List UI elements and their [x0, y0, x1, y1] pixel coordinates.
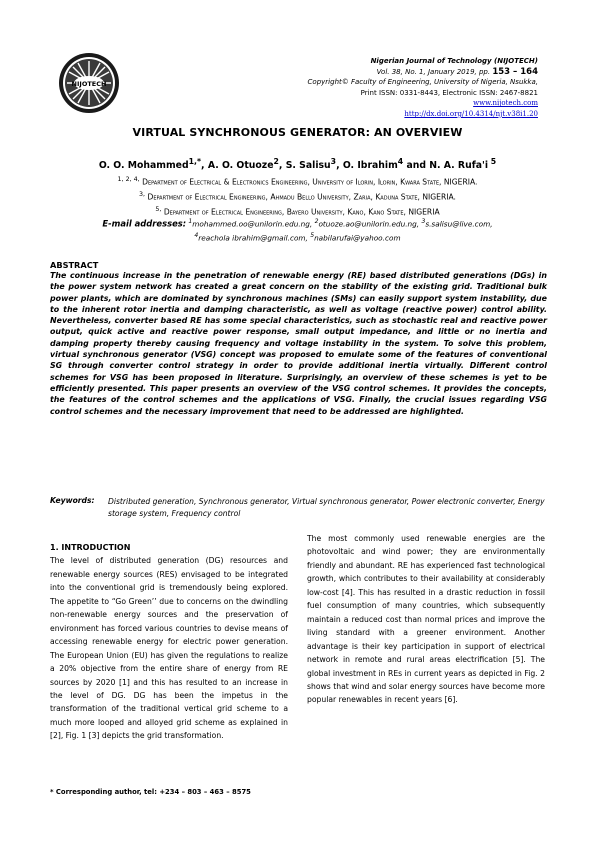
- journal-name: Nigerian Journal of Technology (NIJOTECH): [370, 57, 538, 65]
- affiliation-sup: 5,: [155, 206, 162, 213]
- section-heading: 1. INTRODUCTION: [50, 543, 131, 552]
- intro-paragraph-2: The most commonly used renewable energies are the photovoltaic and wind power; they are environmentally friendly and abundant. RE has experienced fast technological growth, which contributes to their availability at considerably low-cost [4]. This has resulted in a drastic reduction in fossil fuel consumption of many countries, which subsequently maintain a reduced cost than normal prices and improve the living standard with a greener environment. Another advantage is their key participation in support of electrical network in remote and rural areas electrification [5]. The global investment in REs in current years as depicted in Fig. 2 shows that wind and solar energy sources have become more popular renewables in recent years [6].: [307, 534, 545, 705]
- author-sup: 3: [330, 157, 337, 166]
- author-separator: and: [403, 160, 430, 172]
- author-name: A. O. Otuoze: [207, 160, 274, 172]
- corresponding-author-footnote: * Corresponding author, tel: +234 – 803 – 463 – 8575: [50, 788, 251, 796]
- author-sup: 5: [488, 157, 497, 166]
- abstract-body: The continuous increase in the penetration of renewable energy (RE) based distributed generations (DGs) in the power system network has created a great concern on the stability of the existing grid. Traditional bulk power plants, which are dominated by synchronous machines (SMs) can easily support system instability, due to the inherent rotor inertia and damping characteristic, as well as voltage (reactive power) control ability. Nevertheless, converter based RE has some special characteristics, such as stochastic real and reactive power output, quick active and reactive power response, small output impedance, and little or no inertia and damping property thereby causing frequency and voltage instability in the system. To solve this problem, virtual synchronous generator (VSG) concept was proposed to emulate some of the features of conventional SG through converter control strategy in order to provide additional inertia virtually. Different control schemes for VSG has been proposed in literature. Surprisingly, an overview of these schemes is yet to be efficiently presented. This paper presents an overview of the VSG control schemes. It provides the concepts, the features of the control schemes and the applications of VSG. Finally, the crucial issues regarding VSG control schemes and the necessary improvement that need to be addressed are highlighted.: [50, 271, 547, 416]
- copyright-line: Copyright© Faculty of Engineering, University of Nigeria, Nsukka,: [307, 78, 538, 87]
- email-sup: 3: [421, 218, 426, 225]
- author-sup: 4: [397, 157, 404, 166]
- affiliation-3: [20, 206, 575, 217]
- email-line-1: [20, 218, 575, 228]
- affiliation-sup: 3,: [139, 191, 146, 198]
- email-address[interactable]: otuoze.ao@unilorin.edu.ng,: [318, 219, 420, 229]
- author-separator: ,: [201, 160, 208, 172]
- email-sup: 1: [188, 218, 193, 225]
- author-list: [0, 157, 595, 171]
- page-range: 153 – 164: [492, 66, 538, 77]
- author-name: O. Ibrahim: [342, 160, 398, 172]
- journal-header: [308, 56, 538, 120]
- volume-line: [308, 67, 538, 78]
- affiliation-2: [20, 191, 575, 202]
- journal-logo: [58, 52, 120, 114]
- email-sup: 4: [194, 232, 199, 239]
- logo-text: NIJOTECH: [71, 80, 107, 88]
- column-left: [50, 541, 288, 743]
- affiliation-text: Department of Electrical Engineering, Ahmadu Bello University, Zaria, Kaduna State, NIGERIA.: [147, 192, 456, 202]
- email-address[interactable]: reachola ibrahim@gmail.com,: [198, 233, 308, 243]
- affiliation-text: Department of Electrical Engineering, Bayero University, Kano, Kano State, NIGERIA: [163, 207, 440, 217]
- author-sup: 1,*: [188, 157, 202, 166]
- column-right: [307, 532, 545, 707]
- keywords-text: Distributed generation, Synchronous generator, Virtual synchronous generator, Power electronic converter, Energy storage system, Frequency control: [108, 497, 545, 518]
- email-address[interactable]: s.salisu@live.com,: [425, 219, 493, 229]
- email-line-2: [0, 232, 595, 242]
- author-sup: 2: [273, 157, 279, 166]
- doi-link[interactable]: http://dx.doi.org/10.4314/njt.v38i1.20: [404, 109, 538, 118]
- email-address[interactable]: mohammed.oo@unilorin.edu.ng,: [192, 219, 313, 229]
- email-sup: 5: [310, 232, 315, 239]
- author-name: S. Salisu: [285, 160, 331, 172]
- affiliation-sup: 1, 2, 4,: [117, 176, 140, 183]
- author-name: N. A. Rufa'i: [429, 160, 489, 172]
- intro-paragraph-1: The level of distributed generation (DG) resources and renewable energy sources (RES) envisaged to be integrated into the conventional grid is tremendously being explored. The appetite to “Go Green’’ due to concerns on the dwindling non-renewable energy sources and the preservation of environment has forced various countries to devise means of accessing renewable energy for electric power generation. The European Union (EU) has given the regulations to realize a 20% objective from the entire share of energy from RE sources by 2020 [1] and this has resulted to an increase in the level of DG. DG has been the impetus in the transformation of the traditional vertical grid scheme to a much more looped and alloyed grid scheme as explained in [2], Fig. 1 [3] depicts the grid transformation.: [50, 556, 288, 741]
- issn-line: Print ISSN: 0331-8443, Electronic ISSN: 2467-8821: [360, 88, 538, 97]
- affiliation-text: Department of Electrical & Electronics Engineering, University of Ilorin, Ilorin, Kwara State, NIGERIA.: [142, 177, 478, 187]
- paper-title: VIRTUAL SYNCHRONOUS GENERATOR: AN OVERVIEW: [132, 126, 463, 139]
- abstract-heading: ABSTRACT: [50, 260, 99, 270]
- affiliation-1: [20, 176, 575, 187]
- volume-info: Vol. 38, No. 1, January 2019, pp.: [376, 67, 491, 76]
- email-sup: 2: [314, 218, 319, 225]
- keywords-label: Keywords:: [50, 496, 95, 505]
- email-label: E-mail addresses:: [102, 218, 187, 229]
- website-link[interactable]: www.nijotech.com: [473, 99, 538, 108]
- author-separator: ,: [278, 160, 286, 172]
- email-address[interactable]: nabilarufai@yahoo.com: [314, 233, 401, 243]
- author-separator: ,: [336, 160, 343, 172]
- author-name: O. O. Mohammed: [98, 160, 189, 172]
